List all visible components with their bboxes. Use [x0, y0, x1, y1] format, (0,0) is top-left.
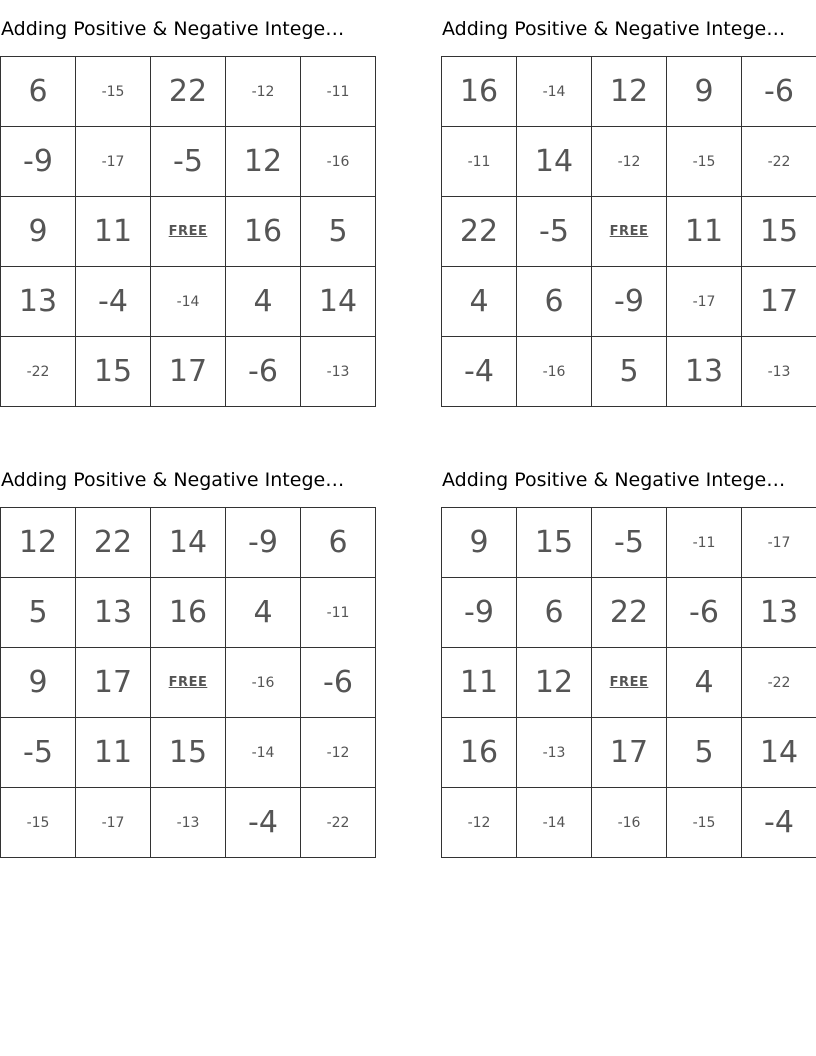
card-title: Adding Positive & Negative Intege…	[1, 18, 345, 40]
bingo-cell: -6	[667, 578, 742, 648]
bingo-cell: 13	[76, 578, 151, 648]
bingo-cell: -12	[592, 127, 667, 197]
bingo-cell: -11	[301, 578, 376, 648]
bingo-cell: 12	[592, 57, 667, 127]
bingo-cell: -5	[1, 718, 76, 788]
bingo-cell: -12	[301, 718, 376, 788]
bingo-cell: -22	[742, 648, 816, 718]
grid-row	[442, 578, 816, 648]
grid-row	[1, 718, 376, 788]
bingo-cell: -22	[742, 127, 816, 197]
bingo-cell: 17	[76, 648, 151, 718]
bingo-cell: -4	[76, 267, 151, 337]
bingo-cell: -14	[226, 718, 301, 788]
free-space: FREE	[151, 648, 226, 718]
bingo-cell: -4	[226, 788, 301, 858]
bingo-cell: 6	[517, 267, 592, 337]
grid-row	[1, 197, 376, 267]
bingo-cell: 16	[442, 718, 517, 788]
bingo-cell: -6	[742, 57, 816, 127]
bingo-cell: 9	[1, 197, 76, 267]
grid-row	[442, 57, 816, 127]
bingo-cell: 12	[517, 648, 592, 718]
card-title: Adding Positive & Negative Intege…	[1, 469, 345, 491]
bingo-grid	[441, 507, 816, 858]
bingo-grid	[441, 56, 816, 407]
grid-row	[1, 337, 376, 407]
bingo-cell: -14	[151, 267, 226, 337]
bingo-cell: 9	[442, 508, 517, 578]
card-title: Adding Positive & Negative Intege…	[442, 18, 786, 40]
bingo-cell: 14	[301, 267, 376, 337]
bingo-cell: -13	[151, 788, 226, 858]
bingo-cell: -9	[226, 508, 301, 578]
bingo-cell: -6	[226, 337, 301, 407]
bingo-grid	[0, 507, 376, 858]
grid-row	[442, 648, 816, 718]
grid-row	[1, 267, 376, 337]
bingo-cell: 16	[442, 57, 517, 127]
bingo-card-1	[0, 15, 376, 407]
bingo-cell: -9	[442, 578, 517, 648]
bingo-cell: -11	[442, 127, 517, 197]
bingo-cell: -12	[226, 57, 301, 127]
bingo-cell: -16	[301, 127, 376, 197]
grid-row	[442, 337, 816, 407]
bingo-cell: -11	[667, 508, 742, 578]
bingo-cell: -9	[1, 127, 76, 197]
bingo-cell: -5	[592, 508, 667, 578]
bingo-cell: 5	[592, 337, 667, 407]
bingo-cell: 16	[226, 197, 301, 267]
bingo-cell: 16	[151, 578, 226, 648]
grid-row	[1, 648, 376, 718]
bingo-cell: -17	[76, 127, 151, 197]
bingo-cell: 13	[742, 578, 816, 648]
bingo-cell: -15	[667, 788, 742, 858]
card-title: Adding Positive & Negative Intege…	[442, 469, 786, 491]
bingo-cell: -5	[517, 197, 592, 267]
bingo-cell: 22	[76, 508, 151, 578]
bingo-cell: 5	[301, 197, 376, 267]
bingo-cell: -4	[442, 337, 517, 407]
bingo-cell: 9	[667, 57, 742, 127]
bingo-cell: 12	[1, 508, 76, 578]
grid-row	[442, 788, 816, 858]
bingo-cell: -14	[517, 57, 592, 127]
bingo-cell: 15	[517, 508, 592, 578]
bingo-cell: 5	[667, 718, 742, 788]
bingo-cell: 14	[517, 127, 592, 197]
bingo-cell: 12	[226, 127, 301, 197]
bingo-cell: 22	[592, 578, 667, 648]
bingo-cell: 5	[1, 578, 76, 648]
bingo-grid	[0, 56, 376, 407]
bingo-cell: 4	[226, 578, 301, 648]
bingo-cell: -12	[442, 788, 517, 858]
bingo-cell: -14	[517, 788, 592, 858]
bingo-cell: -5	[151, 127, 226, 197]
bingo-cell: 14	[151, 508, 226, 578]
bingo-cell: 6	[301, 508, 376, 578]
bingo-cell: 6	[1, 57, 76, 127]
bingo-cell: 11	[667, 197, 742, 267]
bingo-cell: -16	[592, 788, 667, 858]
grid-row	[1, 578, 376, 648]
bingo-cell: 15	[151, 718, 226, 788]
bingo-cell: -6	[301, 648, 376, 718]
grid-row	[1, 788, 376, 858]
bingo-cell: -13	[742, 337, 816, 407]
bingo-cell: 22	[442, 197, 517, 267]
bingo-cell: -22	[301, 788, 376, 858]
bingo-cell: -17	[667, 267, 742, 337]
bingo-cell: -17	[76, 788, 151, 858]
bingo-cell: -15	[667, 127, 742, 197]
bingo-cell: 11	[442, 648, 517, 718]
bingo-cell: -11	[301, 57, 376, 127]
bingo-cell: 17	[742, 267, 816, 337]
bingo-cell: -15	[76, 57, 151, 127]
bingo-cell: 17	[592, 718, 667, 788]
bingo-cell: -13	[301, 337, 376, 407]
bingo-cell: -22	[1, 337, 76, 407]
bingo-cell: 4	[226, 267, 301, 337]
bingo-cell: 4	[667, 648, 742, 718]
bingo-cell: 11	[76, 718, 151, 788]
bingo-card-3	[0, 466, 376, 858]
bingo-card-4	[441, 466, 816, 858]
bingo-cell: -4	[742, 788, 816, 858]
bingo-cell: -16	[226, 648, 301, 718]
bingo-cell: 14	[742, 718, 816, 788]
bingo-cell: 4	[442, 267, 517, 337]
grid-row	[442, 127, 816, 197]
bingo-cell: -9	[592, 267, 667, 337]
bingo-cell: 15	[742, 197, 816, 267]
bingo-cell: 13	[667, 337, 742, 407]
grid-row	[1, 127, 376, 197]
grid-row	[442, 718, 816, 788]
free-space: FREE	[151, 197, 226, 267]
grid-row	[442, 267, 816, 337]
bingo-cell: -16	[517, 337, 592, 407]
bingo-cell: 15	[76, 337, 151, 407]
bingo-cell: 6	[517, 578, 592, 648]
bingo-cell: 17	[151, 337, 226, 407]
grid-row	[1, 508, 376, 578]
bingo-cell: -13	[517, 718, 592, 788]
grid-row	[442, 508, 816, 578]
bingo-cell: 11	[76, 197, 151, 267]
bingo-cell: -15	[1, 788, 76, 858]
bingo-cell: 9	[1, 648, 76, 718]
bingo-card-2	[441, 15, 816, 407]
grid-row	[442, 197, 816, 267]
free-space: FREE	[592, 648, 667, 718]
grid-row	[1, 57, 376, 127]
bingo-cell: 13	[1, 267, 76, 337]
bingo-cell: 22	[151, 57, 226, 127]
free-space: FREE	[592, 197, 667, 267]
bingo-cell: -17	[742, 508, 816, 578]
